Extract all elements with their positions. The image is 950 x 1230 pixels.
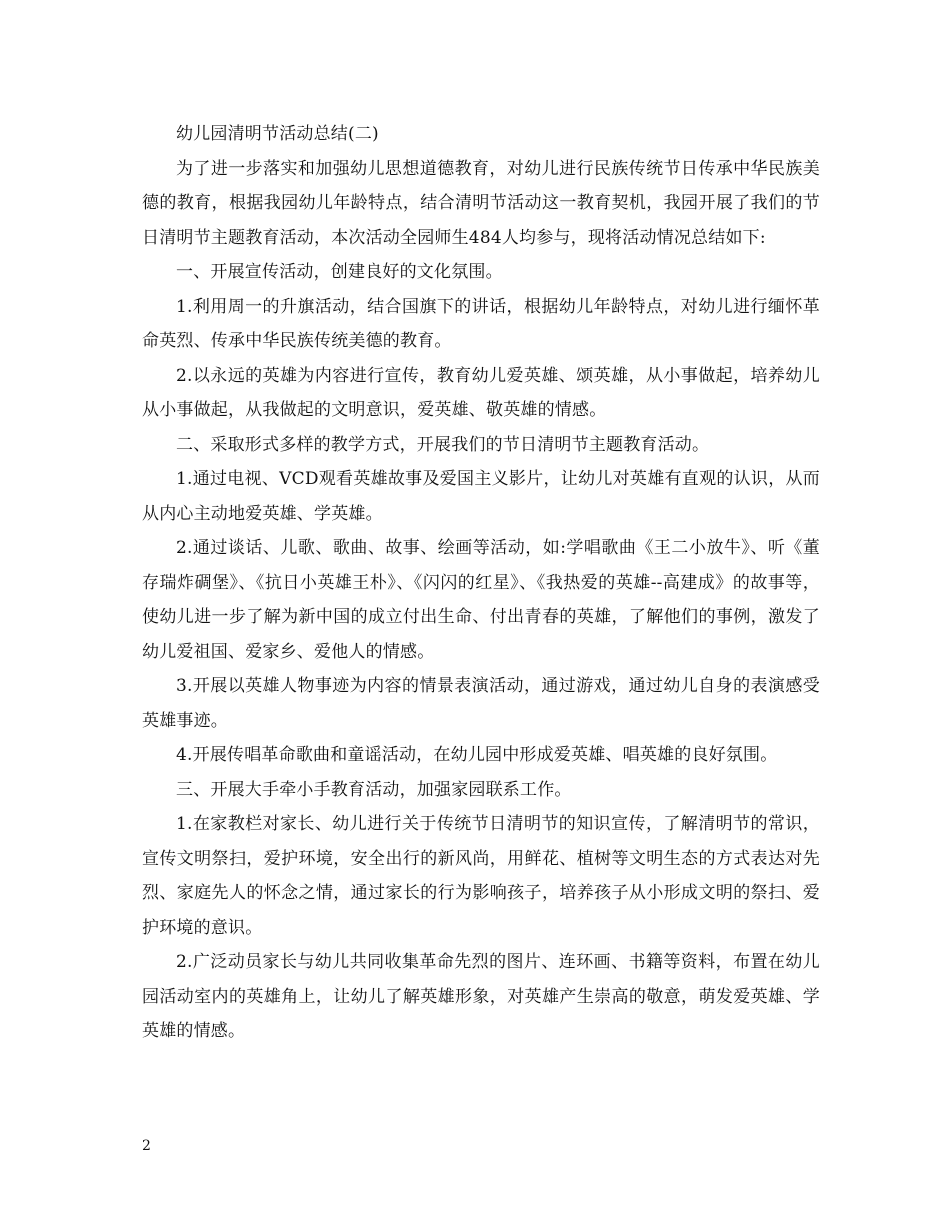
page-number: 2 <box>142 1138 151 1154</box>
paragraph-3-1: 1.在家教栏对家长、幼儿进行关于传统节日清明节的知识宣传，了解清明节的常识，宣传文明祭扫，爱护环境，安全出行的新风尚，用鲜花、植树等文明生态的方式表达对先烈、家庭先人的怀念之情，通过家长的行为影响孩子，培养孩子从小形成文明的祭扫、爱护环境的意识。 <box>142 814 820 938</box>
section-heading-1: 一、开展宣传活动，创建良好的文化氛围。 <box>176 262 503 282</box>
section-heading-2: 二、采取形式多样的教学方式，开展我们的节日清明节主题教育活动。 <box>176 434 710 455</box>
paragraph-1-2: 2.以永远的英雄为内容进行宣传，教育幼儿爱英雄、颂英雄，从小事做起，培养幼儿从小事做起，从我做起的文明意识，爱英雄、敬英雄的情感。 <box>142 365 820 420</box>
paragraph-2-1: 1.通过电视、VCD观看英雄故事及爱国主义影片，让幼儿对英雄有直观的认识，从而从内心主动地爱英雄、学英雄。 <box>142 469 820 524</box>
paragraph-3-2: 2.广泛动员家长与幼儿共同收集革命先烈的图片、连环画、书籍等资料，布置在幼儿园活动室内的英雄角上，让幼儿了解英雄形象，对英雄产生崇高的敬意，萌发爱英雄、学英雄的情感。 <box>142 952 820 1041</box>
paragraph-1-1: 1.利用周一的升旗活动，结合国旗下的讲话，根据幼儿年龄特点，对幼儿进行缅怀革命英烈、传承中华民族传统美德的教育。 <box>142 296 820 351</box>
document-title: 幼儿园清明节活动总结(二) <box>176 124 379 144</box>
paragraph-2-3: 3.开展以英雄人物事迹为内容的情景表演活动，通过游戏，通过幼儿自身的表演感受英雄事迹。 <box>142 676 820 731</box>
paragraph-intro: 为了进一步落实和加强幼儿思想道德教育，对幼儿进行民族传统节日传承中华民族美德的教育，根据我园幼儿年龄特点，结合清明节活动这一教育契机，我园开展了我们的节日清明节主题教育活动，本次活动全园师生484人均参与，现将活动情况总结如下: <box>142 158 820 248</box>
paragraph-2-2: 2.通过谈话、儿歌、歌曲、故事、绘画等活动，如:学唱歌曲《王二小放牛》、听《董存瑞炸碉堡》、《抗日小英雄王朴》、《闪闪的红星》、《我热爱的英雄--高建成》的故事等，使幼儿进一步了解为新中国的成立付出生命、付出青春的英雄，了解他们的事例，激发了幼儿爱祖国、爱家乡、爱他人的情感。 <box>142 538 820 662</box>
section-heading-3: 三、开展大手牵小手教育活动，加强家园联系工作。 <box>176 779 572 800</box>
paragraph-2-4: 4.开展传唱革命歌曲和童谣活动，在幼儿园中形成爱英雄、唱英雄的良好氛围。 <box>176 745 778 765</box>
